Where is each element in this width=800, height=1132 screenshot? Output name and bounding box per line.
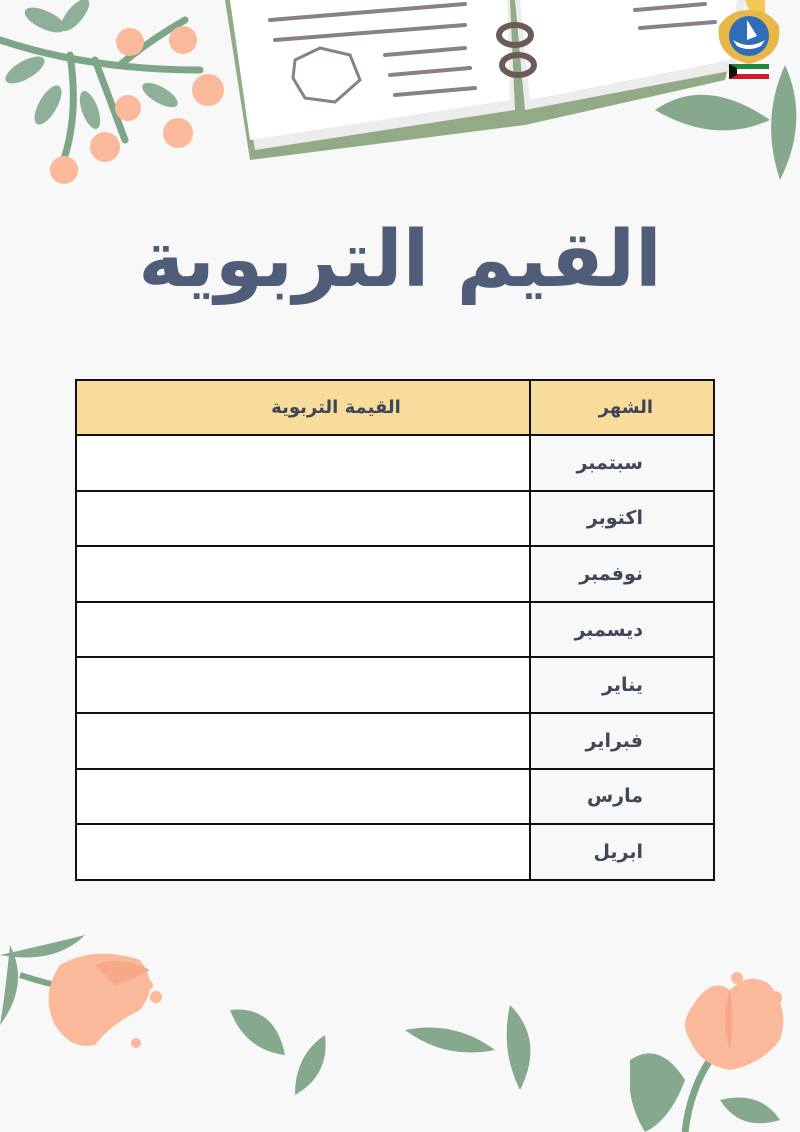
table-row [76, 657, 714, 713]
value-cell[interactable] [76, 657, 530, 713]
value-cell[interactable] [76, 546, 530, 602]
table-row [76, 713, 714, 769]
month-cell: يناير [530, 657, 714, 713]
educational-values-table [75, 379, 715, 881]
month-column-header: الشهر [530, 380, 714, 435]
table-row [76, 769, 714, 825]
month-cell: سبتمبر [530, 435, 714, 491]
tulip-flower-illustration [0, 925, 175, 1065]
table-row [76, 435, 714, 491]
value-cell[interactable] [76, 602, 530, 658]
value-cell[interactable] [76, 769, 530, 825]
page-title: القيم التربوية [138, 215, 662, 305]
value-cell[interactable] [76, 435, 530, 491]
tulip-flower-illustration [630, 970, 800, 1132]
month-cell: نوفمبر [530, 546, 714, 602]
table-row [76, 602, 714, 658]
table-row [76, 491, 714, 547]
branch-berries-illustration [0, 0, 240, 190]
leaves-illustration [655, 60, 800, 185]
falling-leaves-illustration [225, 1000, 555, 1110]
month-cell: ديسمبر [530, 602, 714, 658]
value-cell[interactable] [76, 713, 530, 769]
month-cell: ابريل [530, 824, 714, 880]
value-cell[interactable] [76, 824, 530, 880]
month-cell: فبراير [530, 713, 714, 769]
month-cell: اكتوبر [530, 491, 714, 547]
table-row [76, 824, 714, 880]
table-header-row [76, 380, 714, 435]
value-cell[interactable] [76, 491, 530, 547]
month-cell: مارس [530, 769, 714, 825]
value-column-header: القيمة التربوية [76, 380, 530, 435]
table-row [76, 546, 714, 602]
